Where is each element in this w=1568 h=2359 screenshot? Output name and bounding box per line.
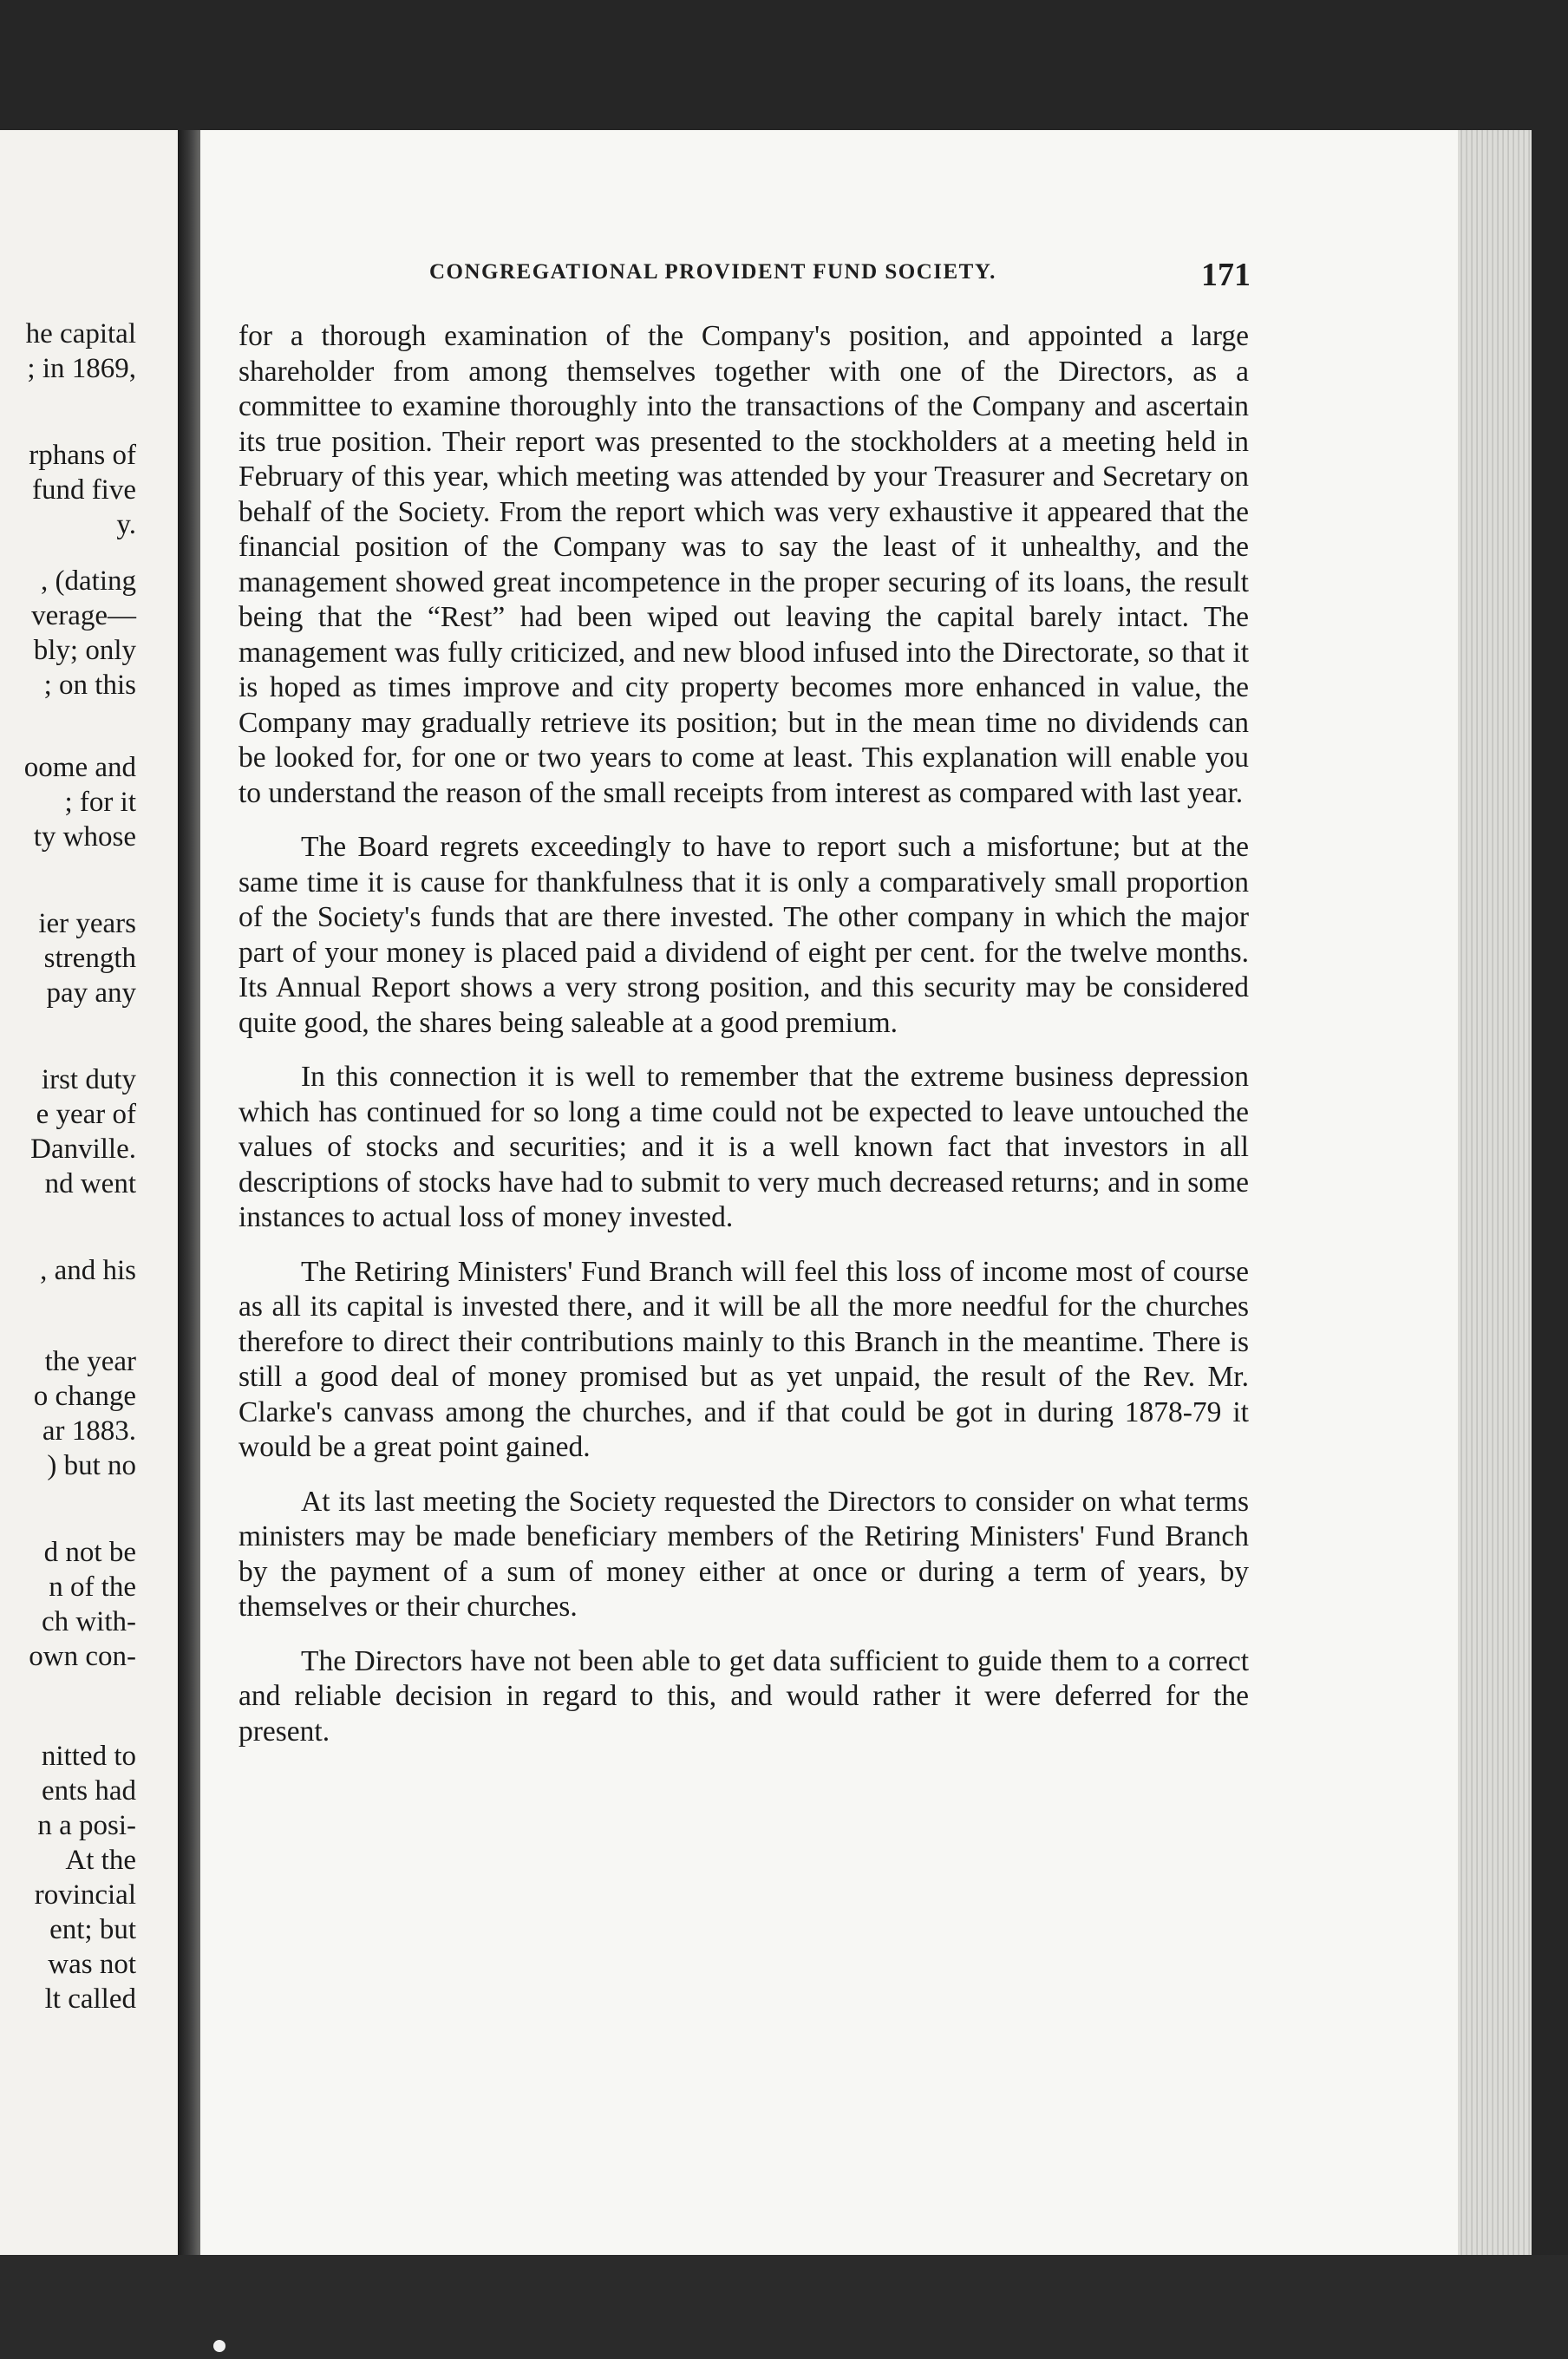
left-page-line: was not [48, 1949, 136, 1980]
left-page-line: Danville. [30, 1134, 136, 1165]
left-page-line: rphans of [29, 440, 136, 471]
paragraph: The Directors have not been able to get data sufficient to guide them to a correct and reliable decision in regard to this, and would rather it were deferred for the present. [238, 1644, 1249, 1748]
left-page-line: pay any [46, 977, 136, 1009]
left-page-line: y. [116, 509, 136, 540]
left-page-line: verage— [31, 600, 136, 631]
left-page-line: , (dating [41, 565, 136, 597]
left-page-line: d not be [43, 1537, 136, 1568]
left-page-line: ) but no [47, 1450, 136, 1481]
left-page-line: o change [33, 1381, 136, 1412]
left-page-line: the year [44, 1346, 136, 1377]
left-page-line: bly; only [33, 635, 136, 666]
left-page-line: ; in 1869, [27, 353, 136, 384]
page-edges [1458, 130, 1532, 2255]
left-page-line: ents had [41, 1775, 136, 1807]
left-page-line: ; on this [43, 670, 136, 701]
left-page-line: own con- [29, 1641, 136, 1672]
left-page-line: , and his [40, 1255, 136, 1286]
left-page-line: e year of [36, 1099, 136, 1130]
left-page-line: nd went [44, 1168, 136, 1199]
paragraph: for a thorough examination of the Company's position, and appointed a large shareholder from among themselves together with one of the Directors, as a committee to examine thoroughly into the transactions of the Company and ascertain its true position. Their report was presented to the stockholders at a meeting held in February of this year, which meeting was attended by your Treasurer and Secretary on behalf of the Society. From the report which was very exhaustive it appeared that the financial position of the Company was to say the least of it unhealthy, and the management showed great incompetence in the proper securing of its loans, the result being that the “Rest” had been wiped out leaving the capital barely intact. The management was fully criticized, and new blood infused into the Directorate, so that it is hoped as times improve and city property becomes more enhanced in value, the Company may gradually retrieve its position; but in the mean time no dividends can be looked for, for one or two years to come at least. This explanation will enable you to understand the reason of the small receipts from interest as compared with last year. [238, 320, 1249, 809]
paragraph: The Board regrets exceedingly to have to report such a misfortune; but at the same time it is cause for thankfulness that it is only a comparatively small proportion of the Society's funds that are there invested. The other company in which the major part of your money is placed paid a dividend of eight per cent. for the twelve months. Its Annual Report shows a very strong position, and this security may be considered quite good, the shares being saleable at a good premium. [238, 831, 1249, 1039]
left-page-line: ent; but [49, 1914, 136, 1945]
left-page-line: irst duty [41, 1064, 136, 1095]
left-page-line: he capital [25, 318, 136, 350]
book-gutter [178, 130, 200, 2255]
paragraph: At its last meeting the Society requested the Directors to consider on what terms ministers may be made beneficiary members of the Retiring Ministers' Fund Branch by the payment of a sum of money either at once or during a term of years, by themselves or their churches. [238, 1485, 1249, 1623]
left-page-line: ; for it [64, 787, 136, 818]
left-page-line: At the [65, 1845, 136, 1876]
left-page-line: strength [43, 943, 136, 974]
left-page-line: ier years [38, 908, 136, 939]
dust-spot [213, 2340, 225, 2352]
left-page-line: nitted to [41, 1741, 136, 1772]
left-page-line: lt called [44, 1983, 136, 2015]
left-page-line: n of the [49, 1572, 136, 1603]
left-page-line: oome and [23, 752, 136, 783]
left-page-line: ar 1883. [42, 1415, 136, 1447]
left-page-line: rovincial [34, 1879, 136, 1911]
left-page [0, 130, 178, 2255]
scan-bottom-shade [0, 2255, 1568, 2359]
left-page-line: ty whose [33, 821, 136, 853]
page-number: 171 [1201, 257, 1251, 293]
paragraph: The Retiring Ministers' Fund Branch will feel this loss of income most of course as all its capital is invested there, and it will be all the more needful for the churches therefore to direct their contributions mainly to this Branch in the meantime. There is still a good deal of money promised but as yet unpaid, the result of the Rev. Mr. Clarke's canvass among the churches, and if that could be got in during 1878-79 it would be a great point gained. [238, 1255, 1249, 1463]
left-page-line: fund five [31, 474, 136, 506]
left-page-line: n a posi- [37, 1810, 136, 1841]
left-page-line: ch with- [41, 1606, 136, 1637]
running-head: CONGREGATIONAL PROVIDENT FUND SOCIETY. [429, 260, 996, 284]
paragraph: In this connection it is well to remember that the extreme business depression which has continued for so long a time could not be expected to leave untouched the values of stocks and securities; and it is a well known fact that investors in all descriptions of stocks have had to submit to very much decreased returns; and in some instances to actual loss of money invested. [238, 1061, 1249, 1233]
body-text [238, 319, 1249, 1768]
